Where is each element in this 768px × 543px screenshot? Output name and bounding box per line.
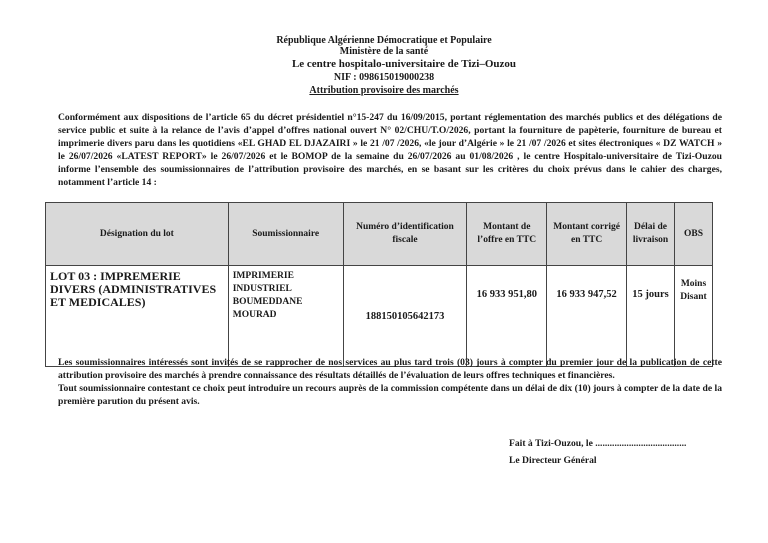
signature-signer: Le Directeur Général (509, 455, 597, 466)
table-row (46, 266, 713, 367)
document-title: Attribution provisoire des marchés (309, 85, 459, 96)
col-header-nif: Numéro d’identification fiscale (343, 203, 467, 266)
signature-block (509, 435, 686, 469)
intro-paragraph: Conformément aux dispositions de l’article 65 du décret présidentiel n°15-247 du 16/09/2015, portant réglementation des marchés publics et des délégations de service public et suite à la relance de l’avis d’appel d’offres national ouvert N° 02/CHU/T.O/2026, portant la fourniture de papèterie, fourniture de bureau et imprimerie divers paru dans les quotidiens «EL GHAD EL DJAZAIRI » le 21 /07 /2026, «le jour d’Algérie » le 21 /07 /2026 et sites électroniques « DZ WATCH » le 26/07/2026 «LATEST REPORT» le 26/07/2026 et le BOMOP de la semaine du 26/07/2026 au 01/08/2026 , le centre Hospitalo-universitaire de Tizi-Ouzou informe l’ensemble des soumissionnaires de l’attribution provisoire des marchés, en se basant sur les critères du choix prévus dans le cahier des charges, notamment l’article 14 : (58, 112, 722, 188)
header-ministry: Ministère de la santé (339, 46, 429, 57)
closing-paragraph-recourse: Tout soumissionnaire contestant ce choix peut introduire un recours auprès de la commission compétente dans un délai de dix (10) jours à compter de la date de la première parution du présent avis. (58, 383, 722, 407)
cell-obs: Moins Disant (674, 266, 712, 367)
col-header-delai: Délai de livraison (627, 203, 675, 266)
cell-montant-offre: 16 933 951,80 (467, 266, 547, 367)
cell-nif: 188150105642173 (343, 266, 467, 367)
signature-place-date: Fait à Tizi-Ouzou, le ...................................... (509, 438, 687, 449)
cell-soumissionnaire: IMPRIMERIE INDUSTRIEL BOUMEDDANE MOURAD (228, 266, 343, 367)
col-header-obs: OBS (674, 203, 712, 266)
closing-text (58, 356, 722, 408)
col-header-montant-corrige: Montant corrigé en TTC (547, 203, 627, 266)
attribution-table (45, 202, 713, 367)
header-hospital: Le centre hospitalo-universitaire de Tizi–Ouzou (291, 58, 517, 70)
col-header-soumissionnaire: Soumissionnaire (228, 203, 343, 266)
col-header-designation: Désignation du lot (46, 203, 229, 266)
header-nif: NIF : 098615019000238 (333, 72, 435, 83)
table-header-row (46, 203, 713, 266)
col-header-montant-offre: Montant de l’offre en TTC (467, 203, 547, 266)
cell-designation: LOT 03 : IMPREMERIE DIVERS (ADMINISTRATIVES ET MEDICALES) (46, 266, 229, 367)
closing-paragraph-invitation: Les soumissionnaires intéressés sont invités de se rapprocher de nos services au plus tard trois (03) jours à compter du premier jour de la publication de cette attribution provisoire des marchés à prendre connaissance des résultats détaillés de l’évaluation de leurs offres techniques et financières. (58, 357, 722, 381)
cell-delai: 15 jours (627, 266, 675, 367)
document-header (0, 35, 768, 96)
cell-montant-corrige: 16 933 947,52 (547, 266, 627, 367)
header-republic: République Algérienne Démocratique et Populaire (276, 35, 492, 46)
